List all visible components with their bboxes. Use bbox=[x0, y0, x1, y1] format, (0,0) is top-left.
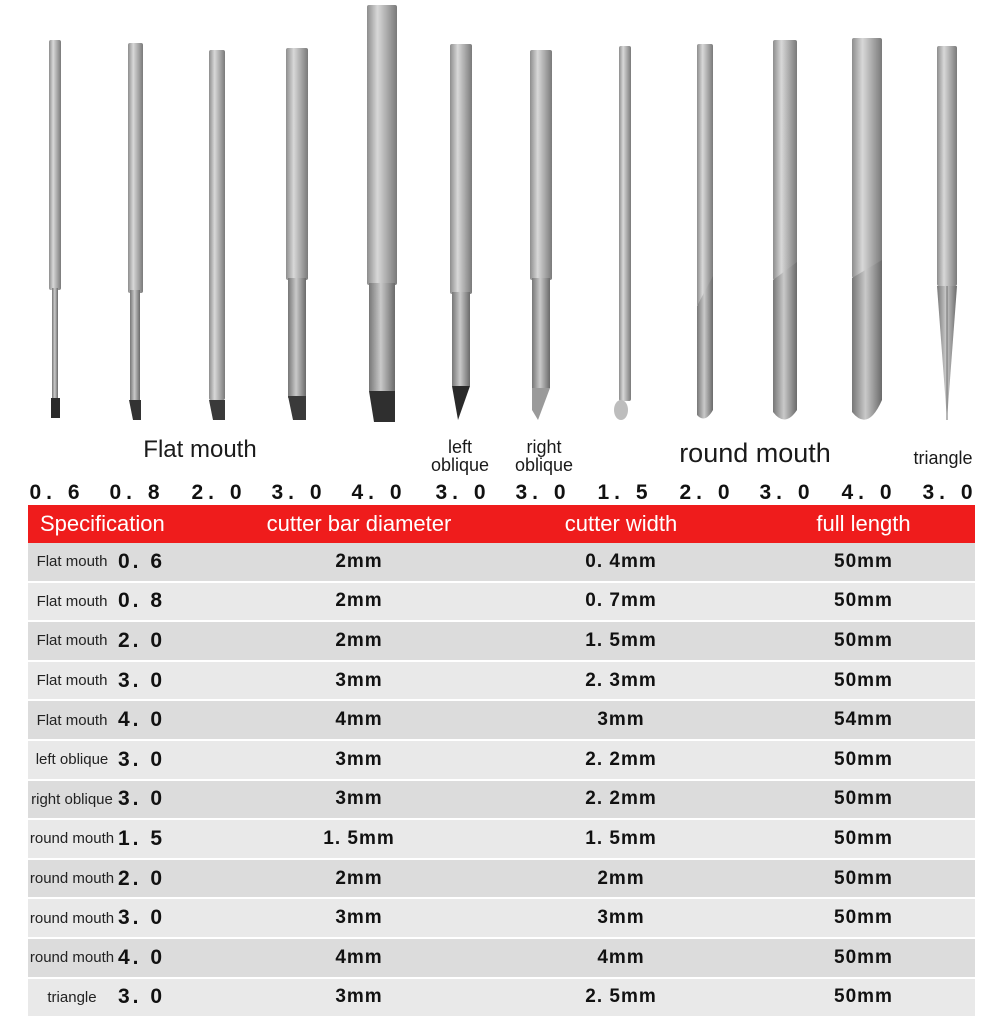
spec-cell bbox=[28, 859, 228, 899]
cutter-width-cell: 2. 5mm bbox=[490, 978, 752, 1018]
size-label: 0. 8 bbox=[109, 481, 165, 504]
table-row bbox=[28, 700, 975, 740]
full-length-cell: 50mm bbox=[752, 543, 975, 582]
cutter-bar-diameter-cell: 3mm bbox=[228, 898, 490, 938]
label-right-oblique: right oblique bbox=[514, 437, 574, 475]
tool-round-2-0-icon bbox=[697, 44, 713, 419]
spec-type: triangle bbox=[47, 988, 97, 1006]
cutter-width-cell: 2. 3mm bbox=[490, 661, 752, 701]
tool-flat-2-0-icon bbox=[209, 50, 225, 420]
tool-left-oblique-icon bbox=[450, 44, 472, 420]
full-length-cell: 50mm bbox=[752, 661, 975, 701]
tool-round-1-5-icon bbox=[614, 46, 631, 420]
full-length-cell: 50mm bbox=[752, 819, 975, 859]
cutter-bar-diameter-cell: 2mm bbox=[228, 859, 490, 899]
size-label: 3. 0 bbox=[435, 481, 491, 504]
spec-size: 3. 0 bbox=[118, 787, 166, 811]
spec-cell bbox=[28, 543, 228, 582]
full-length-cell: 54mm bbox=[752, 700, 975, 740]
spec-size: 4. 0 bbox=[118, 945, 166, 969]
table-row bbox=[28, 898, 975, 938]
size-label: 0. 6 bbox=[29, 481, 85, 504]
cutter-bar-diameter-cell: 3mm bbox=[228, 661, 490, 701]
tool-right-oblique-icon bbox=[530, 50, 552, 420]
cutter-width-cell: 2. 2mm bbox=[490, 780, 752, 820]
spec-type: round mouth bbox=[29, 870, 115, 888]
table-row bbox=[28, 938, 975, 978]
header-cutter-width: cutter width bbox=[490, 505, 752, 543]
cutter-bar-diameter-cell: 4mm bbox=[228, 938, 490, 978]
spec-cell bbox=[28, 582, 228, 622]
carving-tools-illustration bbox=[0, 0, 1001, 440]
cutter-bar-diameter-cell: 3mm bbox=[228, 740, 490, 780]
table-row bbox=[28, 859, 975, 899]
cutter-bar-diameter-cell: 4mm bbox=[228, 700, 490, 740]
spec-type: round mouth bbox=[29, 949, 115, 967]
spec-cell bbox=[28, 938, 228, 978]
label-round-mouth: round mouth bbox=[679, 438, 831, 468]
full-length-cell: 50mm bbox=[752, 740, 975, 780]
spec-size: 1. 5 bbox=[118, 826, 166, 850]
full-length-cell: 50mm bbox=[752, 780, 975, 820]
spec-type: Flat mouth bbox=[36, 553, 108, 571]
table-row bbox=[28, 543, 975, 582]
label-flat-mouth: Flat mouth bbox=[143, 436, 257, 463]
cutter-width-cell: 2mm bbox=[490, 859, 752, 899]
cutter-width-cell: 0. 4mm bbox=[490, 543, 752, 582]
header-full-length: full length bbox=[752, 505, 975, 543]
spec-size: 3. 0 bbox=[118, 906, 166, 930]
size-label: 1. 5 bbox=[597, 481, 653, 504]
spec-cell bbox=[28, 700, 228, 740]
spec-type: round mouth bbox=[29, 830, 115, 848]
tool-flat-0-6-icon bbox=[49, 40, 61, 418]
spec-type: Flat mouth bbox=[36, 672, 108, 690]
cutter-bar-diameter-cell: 3mm bbox=[228, 780, 490, 820]
spec-table bbox=[28, 505, 975, 1018]
full-length-cell: 50mm bbox=[752, 621, 975, 661]
cutter-bar-diameter-cell: 2mm bbox=[228, 621, 490, 661]
full-length-cell: 50mm bbox=[752, 938, 975, 978]
spec-cell bbox=[28, 898, 228, 938]
spec-type: Flat mouth bbox=[36, 632, 108, 650]
tool-round-4-0-icon bbox=[852, 38, 882, 420]
tool-round-3-0-icon bbox=[773, 40, 797, 420]
table-row bbox=[28, 819, 975, 859]
size-label: 2. 0 bbox=[191, 481, 247, 504]
size-label: 4. 0 bbox=[351, 481, 407, 504]
table-header-row bbox=[28, 505, 975, 543]
tool-flat-4-0-icon bbox=[367, 5, 397, 422]
spec-cell bbox=[28, 621, 228, 661]
tool-triangle-icon bbox=[937, 46, 957, 420]
cutter-bar-diameter-cell: 2mm bbox=[228, 543, 490, 582]
full-length-cell: 50mm bbox=[752, 978, 975, 1018]
header-specification: Specification bbox=[28, 505, 228, 543]
spec-type: left oblique bbox=[35, 751, 109, 769]
cutter-width-cell: 3mm bbox=[490, 700, 752, 740]
table-row bbox=[28, 780, 975, 820]
cutter-width-cell: 2. 2mm bbox=[490, 740, 752, 780]
spec-type: Flat mouth bbox=[36, 592, 108, 610]
spec-size: 2. 0 bbox=[118, 628, 166, 652]
spec-size: 2. 0 bbox=[118, 866, 166, 890]
spec-size: 3. 0 bbox=[118, 747, 166, 771]
table-row bbox=[28, 740, 975, 780]
table-row bbox=[28, 978, 975, 1018]
cutter-bar-diameter-cell: 1. 5mm bbox=[228, 819, 490, 859]
cutter-width-cell: 1. 5mm bbox=[490, 621, 752, 661]
size-label: 3. 0 bbox=[922, 481, 978, 504]
size-label: 4. 0 bbox=[841, 481, 897, 504]
label-left-oblique: left oblique bbox=[430, 437, 490, 475]
cutter-width-cell: 4mm bbox=[490, 938, 752, 978]
cutter-width-cell: 3mm bbox=[490, 898, 752, 938]
spec-size: 0. 6 bbox=[118, 549, 166, 573]
cutter-bar-diameter-cell: 2mm bbox=[228, 582, 490, 622]
size-label: 3. 0 bbox=[759, 481, 815, 504]
table-row bbox=[28, 621, 975, 661]
table-row bbox=[28, 661, 975, 701]
spec-type: round mouth bbox=[29, 909, 115, 927]
spec-cell bbox=[28, 780, 228, 820]
tool-flat-3-0-icon bbox=[286, 48, 308, 420]
spec-size: 3. 0 bbox=[118, 668, 166, 692]
spec-cell bbox=[28, 978, 228, 1018]
header-cutter-bar-diameter: cutter bar diameter bbox=[228, 505, 490, 543]
spec-size: 4. 0 bbox=[118, 708, 166, 732]
spec-type: right oblique bbox=[31, 790, 113, 808]
cutter-width-cell: 0. 7mm bbox=[490, 582, 752, 622]
cutter-bar-diameter-cell: 3mm bbox=[228, 978, 490, 1018]
full-length-cell: 50mm bbox=[752, 898, 975, 938]
size-label: 3. 0 bbox=[515, 481, 571, 504]
tool-flat-0-8-icon bbox=[128, 43, 143, 420]
size-label: 2. 0 bbox=[679, 481, 735, 504]
spec-cell bbox=[28, 661, 228, 701]
full-length-cell: 50mm bbox=[752, 582, 975, 622]
label-triangle: triangle bbox=[913, 448, 973, 468]
spec-cell bbox=[28, 819, 228, 859]
spec-type: Flat mouth bbox=[36, 711, 108, 729]
table-row bbox=[28, 582, 975, 622]
cutter-width-cell: 1. 5mm bbox=[490, 819, 752, 859]
spec-cell bbox=[28, 740, 228, 780]
size-label: 3. 0 bbox=[271, 481, 327, 504]
spec-size: 0. 8 bbox=[118, 589, 166, 613]
spec-size: 3. 0 bbox=[118, 985, 166, 1009]
full-length-cell: 50mm bbox=[752, 859, 975, 899]
